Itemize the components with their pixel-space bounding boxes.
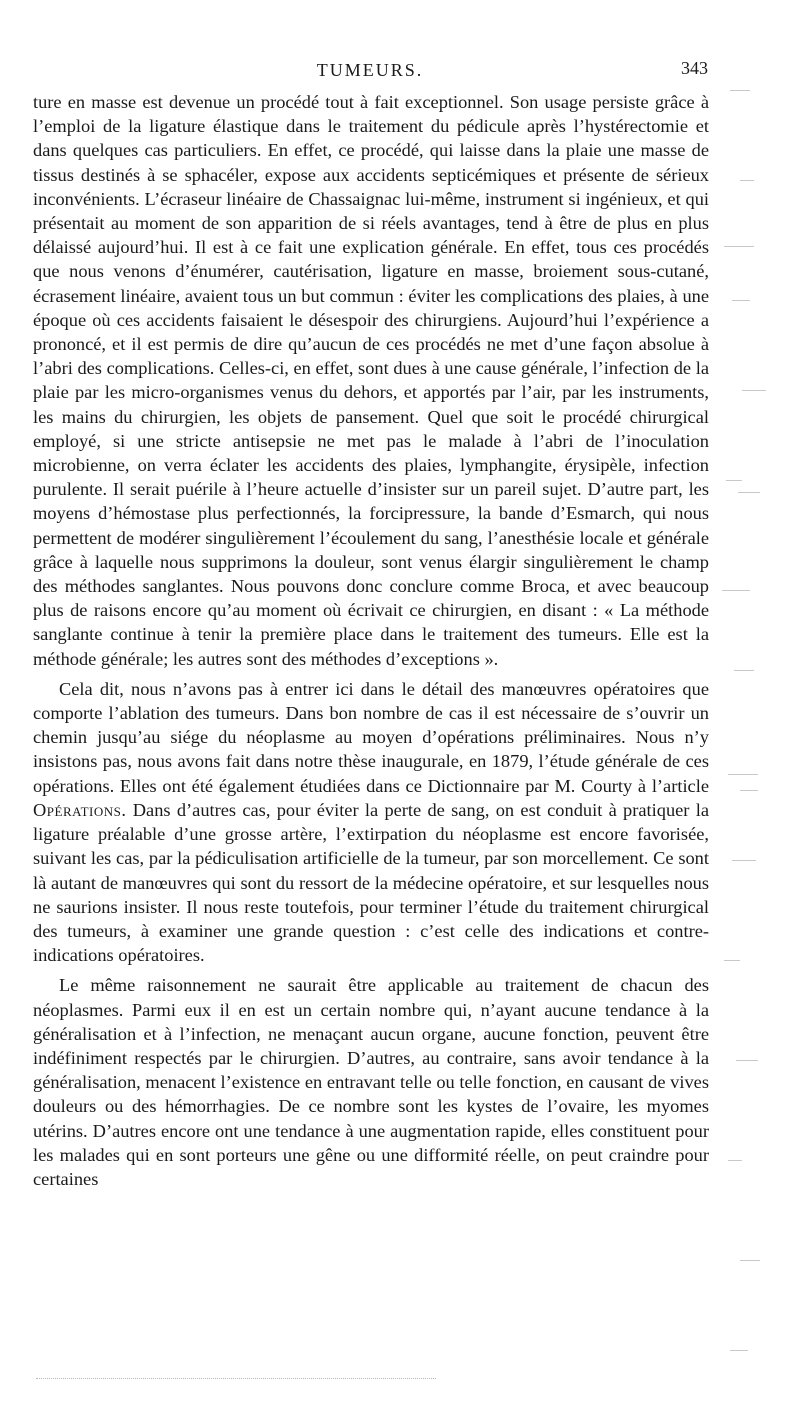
paragraph-2	[33, 677, 709, 967]
running-header	[32, 58, 708, 84]
body-text	[33, 90, 709, 1191]
paragraph-1: ture en masse est devenue un procédé tout à fait exceptionnel. Son usage persiste grâce à l’emploi de la ligature élastique dans le traitement du pédicule après l’hystérectomie et dans quelques cas particuliers. En effet, ce procédé, qui laisse dans la plaie une masse de tissus destinés à se sphacéler, expose aux accidents septicémiques et présente de sérieux inconvénients. L’écraseur linéaire de Chassaignac lui-même, instrument si ingénieux, et qui présentait au moment de son apparition de si réels avantages, tend à être de plus en plus délaissé aujourd’hui. Il est à ce fait une explication générale. En effet, tous ces procédés que nous venons d’énumérer, cautérisation, ligature en masse, broiement sous-cutané, écrasement linéaire, avaient tous un but commun : éviter les complications des plaies, à une époque où ces accidents faisaient le désespoir des chirurgiens. Aujourd’hui l’expérience a prononcé, et il est permis de dire qu’aucun de ces procédés ne met d’une façon absolue à l’abri des complications. Celles-ci, en effet, sont dues à une cause générale, l’infection de la plaie par les micro-organismes venus du dehors, et apportés par l’air, par les instruments, les mains du chirurgien, les objets de pansement. Quel que soit le procédé chirurgical employé, si une stricte antisepsie ne met pas le malade à l’abri de l’inoculation microbienne, on verra éclater les accidents des plaies, lymphangite, érysipèle, infection purulente. Il serait puérile à l’heure actuelle d’insister sur un pareil sujet. D’autre part, les moyens d’hémostase plus perfectionnés, la forcipressure, la bande d’Esmarch, qui nous permettent de modérer singulièrement l’écoulement du sang, l’anesthésie locale et générale grâce à laquelle nous supprimons la douleur, sont venus élargir singulièrement le champ des méthodes sanglantes. Nous pouvons donc conclure comme Broca, et avec beaucoup plus de raisons encore qu’au moment où écrivait ce chirurgien, en disant : « La méthode sanglante continue à tenir la première place dans le traitement des tumeurs. Elle est la méthode générale; les autres sont des méthodes d’exceptions ».	[33, 92, 709, 669]
scan-bottom-marks	[36, 1378, 436, 1381]
article-reference: Opérations.	[33, 799, 127, 820]
paragraph-2-continuation: Dans d’autres cas, pour éviter la perte de sang, on est conduit à pratiquer la ligature préalable d’une grosse artère, l’extirpation du néoplasme est encore favorisée, suivant les cas, par la pédiculisation artificielle de la tumeur, par son morcellement. Ce sont là autant de manœuvres qui sont du ressort de la médecine opératoire, et sur lesquelles nous ne saurions insister. Il nous reste toutefois, pour terminer l’étude du traitement chirurgical des tumeurs, à examiner une grande question : c’est celle des indications et contre-indications opératoires.	[33, 799, 709, 966]
paragraph-2-text: Cela dit, nous n’avons pas à entrer ici dans le détail des manœuvres opératoires que comporte l’ablation des tumeurs. Dans bon nombre de cas il est nécessaire de s’ouvrir un chemin jusqu’au siége du néoplasme au moyen d’opérations préliminaires. Nous n’y insistons pas, nous avons fait dans notre thèse inaugurale, en 1879, l’étude générale de ces opérations. Elles ont été également étudiées dans ce Dictionnaire par M. Courty à l’article	[33, 678, 709, 796]
running-title: TUMEURS.	[316, 60, 424, 80]
paragraph-3: Le même raisonnement ne saurait être applicable au traitement de chacun des néoplasmes. Parmi eux il en est un certain nombre qui, n’ayant aucune tendance à la généralisation et à l’infection, ne menaçant aucun organe, aucune fonction, peuvent être indéfiniment respectés par le chirurgien. D’autres, au contraire, sans avoir tendance à la généralisation, menacent l’existence en entravant telle ou telle fonction, en causant de vives douleurs ou des hémorrhagies. De ce nombre sont les kystes de l’ovaire, les myomes utérins. D’autres encore ont une tendance à une augmentation rapide, elles constituent pour les malades qui en sont porteurs une gêne ou une difformité réelle, on peut craindre pour certaines	[33, 975, 709, 1189]
scan-margin-marks	[720, 60, 780, 1400]
page-number: 343	[681, 58, 708, 78]
